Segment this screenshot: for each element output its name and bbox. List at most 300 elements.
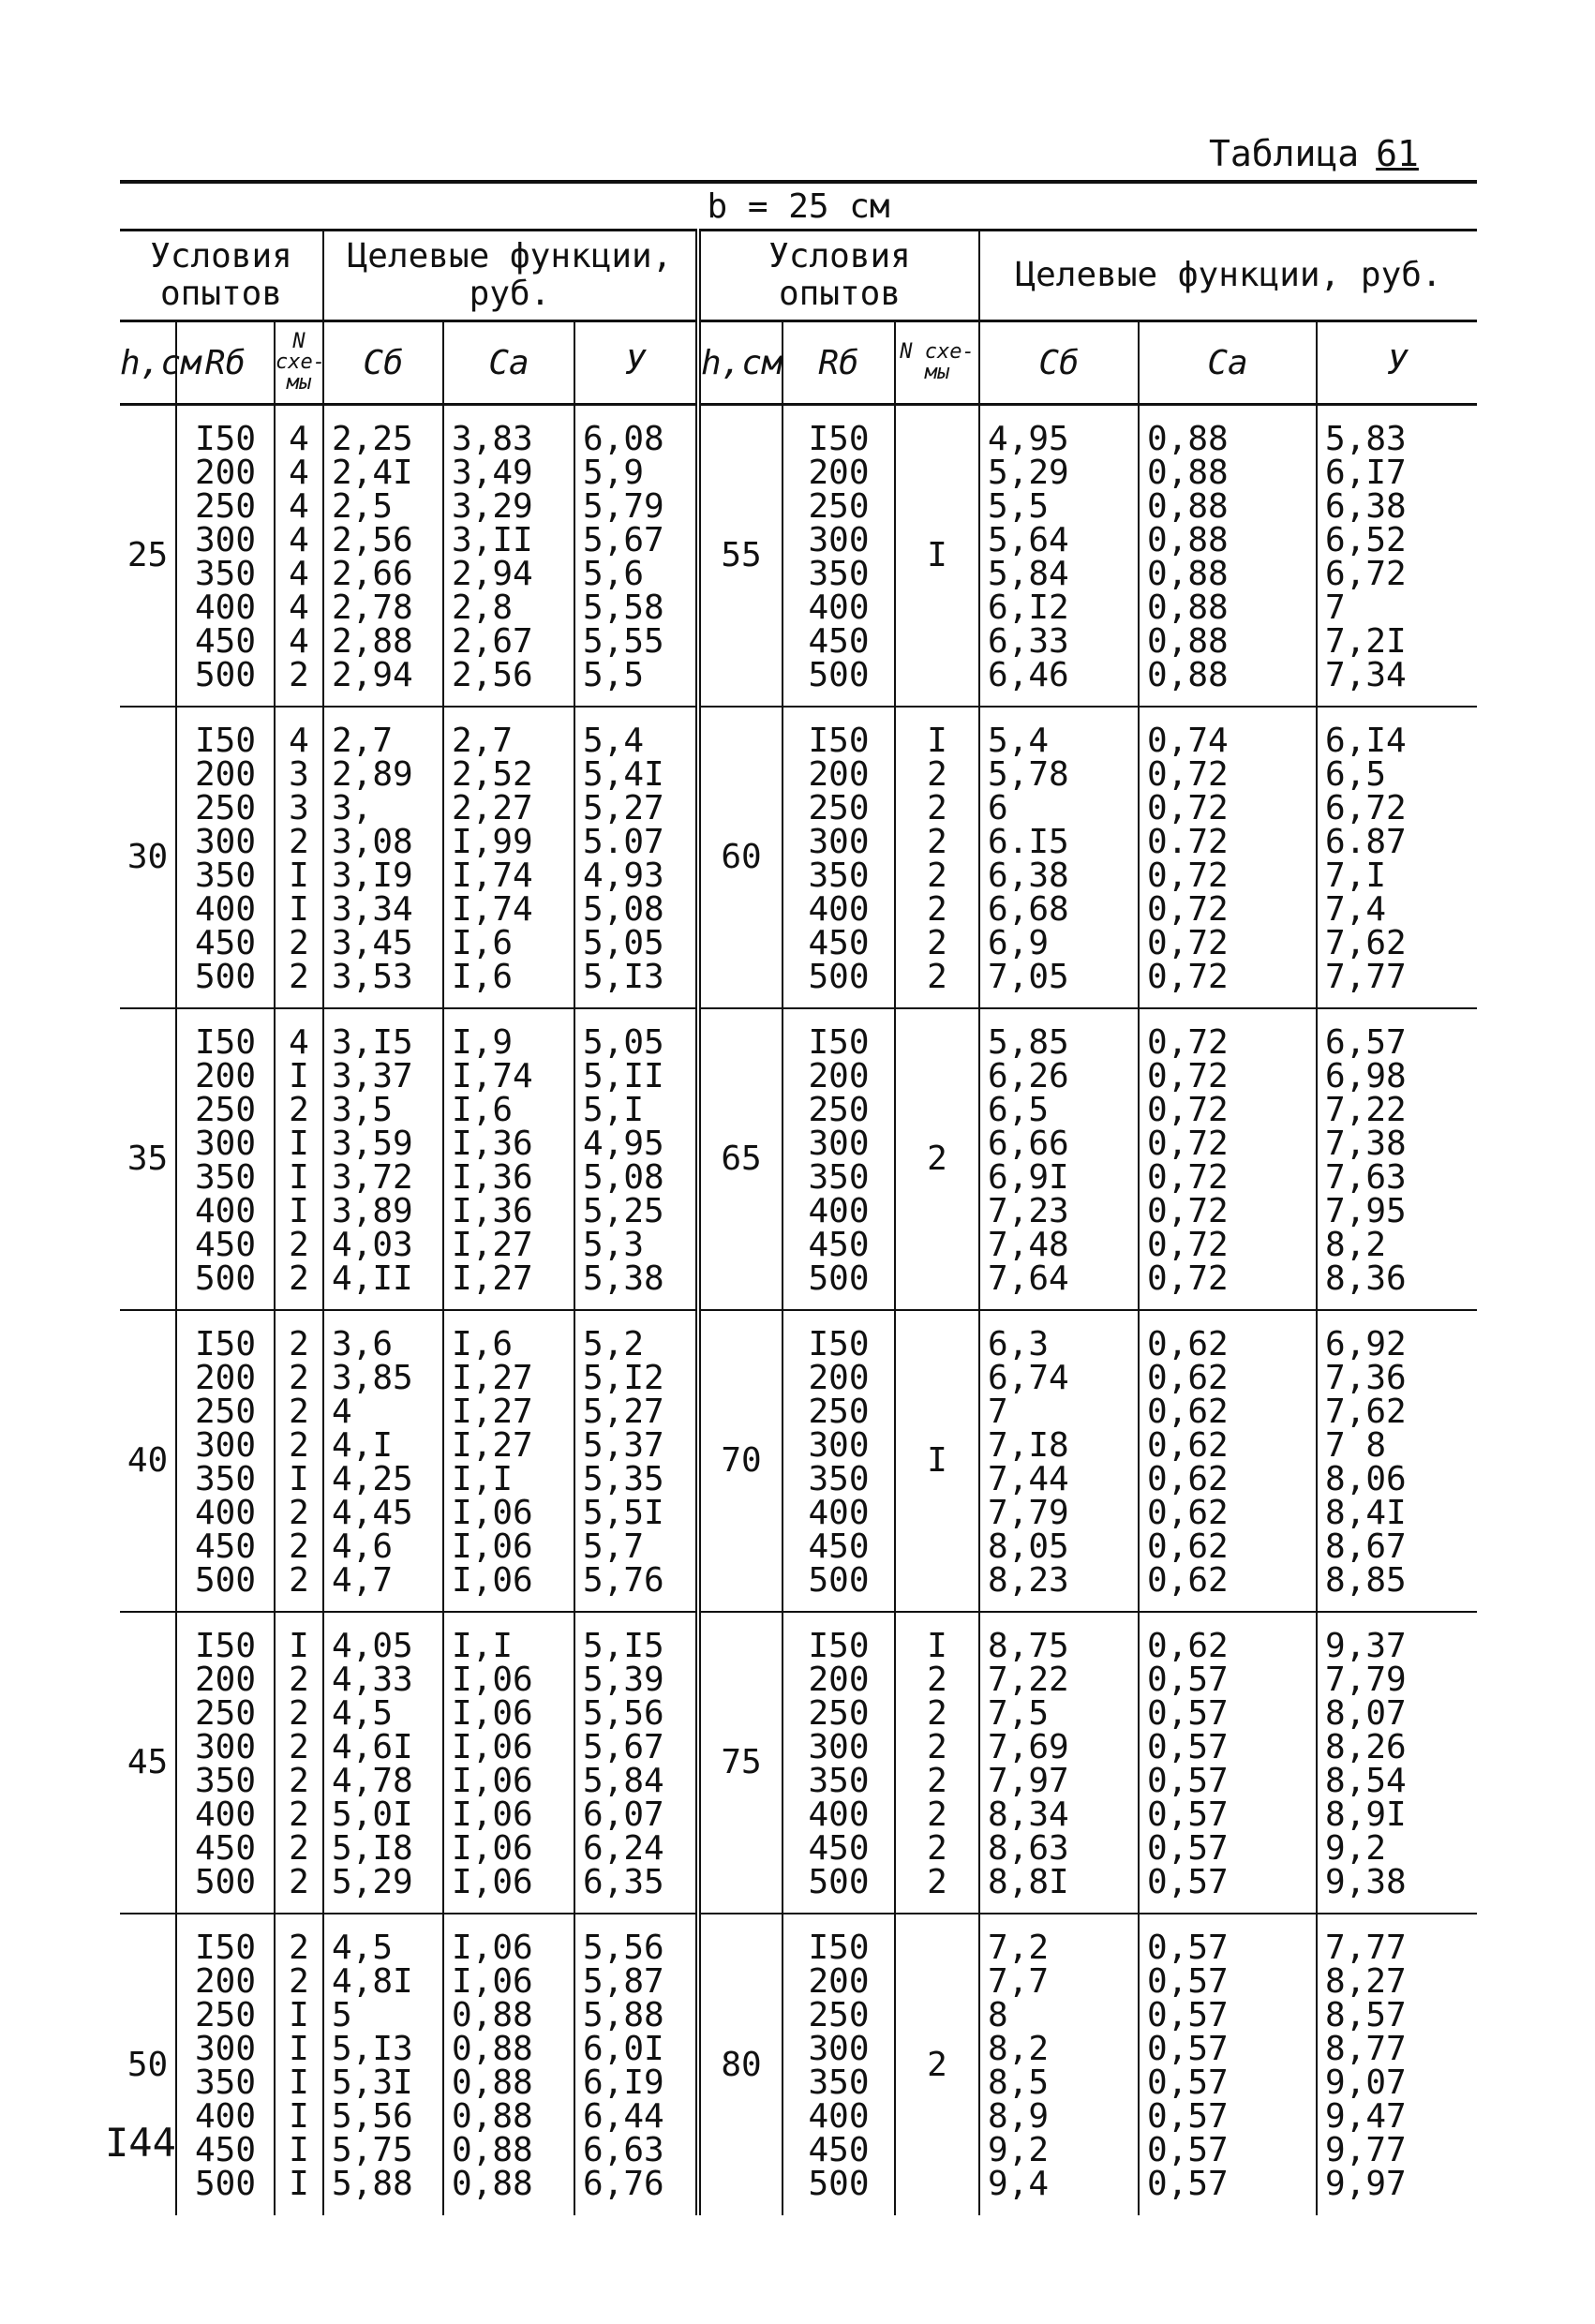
left-cb-value: 3,53 bbox=[332, 957, 413, 996]
left-ca-value: I,36 bbox=[452, 1124, 533, 1163]
header-rb-right: Rб bbox=[783, 321, 895, 405]
left-y-value: 5,I5 bbox=[583, 1626, 664, 1665]
right-rb-value: 450 bbox=[808, 622, 870, 661]
right-ca-value: 0,72 bbox=[1147, 1191, 1229, 1230]
left-scheme-value: I bbox=[289, 2063, 309, 2102]
left-rb-value: 450 bbox=[194, 1527, 257, 1566]
right-y-value: 6,I4 bbox=[1325, 721, 1407, 760]
right-cb-value: 9,4 bbox=[988, 2164, 1050, 2203]
right-y-value: 5,83 bbox=[1325, 420, 1407, 458]
right-rb-value: 250 bbox=[808, 1995, 870, 2034]
right-cb-value: 6,I2 bbox=[988, 588, 1069, 627]
right-y-value: 6,57 bbox=[1325, 1022, 1407, 1062]
right-cb-value: 7,5 bbox=[988, 1693, 1050, 1733]
left-scheme-cell bbox=[275, 707, 323, 1008]
left-rb-value: 300 bbox=[194, 822, 257, 861]
right-y-cell bbox=[1317, 1310, 1477, 1612]
right-rb-value: 250 bbox=[808, 1090, 870, 1129]
right-h-cell: 75 bbox=[698, 1612, 783, 1914]
right-ca-value: 0,72 bbox=[1147, 1022, 1229, 1062]
left-cb-cell bbox=[323, 405, 443, 707]
header-conditions-left: Условия опытов bbox=[120, 231, 323, 321]
left-rb-cell bbox=[176, 1914, 275, 2215]
left-scheme-value: 3 bbox=[289, 788, 309, 827]
left-ca-cell bbox=[443, 1310, 574, 1612]
right-scheme-cell: I bbox=[895, 405, 979, 707]
left-rb-value: 250 bbox=[194, 788, 257, 827]
right-cb-value: 7 bbox=[988, 1392, 1008, 1431]
right-y-cell bbox=[1317, 707, 1477, 1008]
left-y-value: 5,67 bbox=[583, 1727, 664, 1766]
left-rb-value: 400 bbox=[194, 2096, 257, 2136]
left-rb-value: 500 bbox=[194, 2164, 257, 2203]
header-cb-right: Cб bbox=[979, 321, 1139, 405]
right-scheme-cell bbox=[895, 1612, 979, 1914]
left-ca-value: 2,27 bbox=[452, 788, 533, 827]
left-y-value: 5,56 bbox=[583, 1693, 664, 1733]
table-row bbox=[120, 1612, 1477, 1914]
left-ca-value: 0,88 bbox=[452, 2130, 533, 2169]
right-cb-value: 6.I5 bbox=[988, 822, 1069, 861]
left-ca-value: I,27 bbox=[452, 1259, 533, 1298]
left-y-value: 6,35 bbox=[583, 1862, 664, 1901]
right-ca-value: 0.72 bbox=[1147, 822, 1229, 861]
left-ca-value: 3,49 bbox=[452, 454, 533, 492]
right-ca-value: 0,88 bbox=[1147, 454, 1229, 492]
right-cb-value: 6,9I bbox=[988, 1157, 1069, 1197]
right-y-value: 9,2 bbox=[1325, 1828, 1387, 1868]
right-rb-value: 350 bbox=[808, 1459, 870, 1498]
left-cb-value: 3,I5 bbox=[332, 1022, 413, 1062]
left-scheme-value: 2 bbox=[289, 656, 309, 694]
left-cb-value: 2,5 bbox=[332, 487, 394, 526]
left-ca-value: 2,67 bbox=[452, 622, 533, 661]
left-h-cell: 40 bbox=[120, 1310, 176, 1612]
left-rb-value: 200 bbox=[194, 1056, 257, 1095]
right-y-value: 8,36 bbox=[1325, 1259, 1407, 1298]
right-scheme-value: 2 bbox=[927, 822, 947, 861]
left-rb-value: 200 bbox=[194, 1660, 257, 1699]
header-h-right: h,см bbox=[698, 321, 783, 405]
left-rb-value: 200 bbox=[194, 454, 257, 492]
left-cb-value: 2,94 bbox=[332, 656, 413, 694]
left-scheme-value: 2 bbox=[289, 1358, 309, 1397]
right-ca-value: 0,88 bbox=[1147, 487, 1229, 526]
right-rb-value: 250 bbox=[808, 788, 870, 827]
right-y-cell bbox=[1317, 1914, 1477, 2215]
left-rb-value: 200 bbox=[194, 754, 257, 794]
right-rb-value: 250 bbox=[808, 487, 870, 526]
right-y-value: 7,62 bbox=[1325, 923, 1407, 962]
right-cb-value: 6,68 bbox=[988, 889, 1069, 929]
left-scheme-value: 4 bbox=[289, 588, 309, 627]
left-y-value: 4,95 bbox=[583, 1124, 664, 1163]
right-cb-value: 8 bbox=[988, 1995, 1008, 2034]
left-cb-value: 4,II bbox=[332, 1259, 413, 1298]
right-ca-value: 0,72 bbox=[1147, 1090, 1229, 1129]
right-y-value: 8,77 bbox=[1325, 2029, 1407, 2068]
right-rb-value: 350 bbox=[808, 1157, 870, 1197]
header-h-left: h,см bbox=[120, 321, 176, 405]
left-cb-value: 4,45 bbox=[332, 1493, 413, 1532]
right-ca-value: 0,57 bbox=[1147, 2029, 1229, 2068]
right-ca-value: 0,57 bbox=[1147, 2164, 1229, 2203]
left-ca-value: I,6 bbox=[452, 1324, 514, 1363]
left-cb-value: 2,88 bbox=[332, 622, 413, 661]
right-rb-value: 400 bbox=[808, 1493, 870, 1532]
right-cb-value: 6,5 bbox=[988, 1090, 1050, 1129]
left-scheme-value: 2 bbox=[289, 1560, 309, 1600]
left-y-value: 5,87 bbox=[583, 1961, 664, 2001]
right-ca-value: 0,57 bbox=[1147, 1660, 1229, 1699]
right-y-value: 9,37 bbox=[1325, 1626, 1407, 1665]
right-ca-value: 0,72 bbox=[1147, 1259, 1229, 1298]
right-rb-value: 200 bbox=[808, 454, 870, 492]
left-ca-cell bbox=[443, 405, 574, 707]
left-scheme-value: 3 bbox=[289, 754, 309, 794]
left-y-value: 5,4I bbox=[583, 754, 664, 794]
right-h-cell: 80 bbox=[698, 1914, 783, 2215]
right-cb-value: 6,26 bbox=[988, 1056, 1069, 1095]
header-ca-left: Cа bbox=[443, 321, 574, 405]
right-cb-value: 9,2 bbox=[988, 2130, 1050, 2169]
left-ca-value: 0,88 bbox=[452, 2029, 533, 2068]
right-rb-value: 450 bbox=[808, 1225, 870, 1264]
left-y-value: 5,I bbox=[583, 1090, 645, 1129]
left-cb-value: 3,34 bbox=[332, 889, 413, 929]
right-ca-value: 0,62 bbox=[1147, 1425, 1229, 1465]
right-h-cell: 65 bbox=[698, 1008, 783, 1310]
left-y-value: 5,88 bbox=[583, 1995, 664, 2034]
right-cb-value: 8,23 bbox=[988, 1560, 1069, 1600]
left-ca-value: 3,29 bbox=[452, 487, 533, 526]
right-y-value: 6,52 bbox=[1325, 521, 1407, 559]
caption-label: Таблица bbox=[1209, 133, 1360, 174]
right-scheme-cell: 2 bbox=[895, 1008, 979, 1310]
left-cb-value: 5,75 bbox=[332, 2130, 413, 2169]
header-conditions-right: Условия опытов bbox=[698, 231, 979, 321]
right-ca-value: 0,57 bbox=[1147, 1761, 1229, 1800]
left-scheme-value: 4 bbox=[289, 721, 309, 760]
right-scheme-value: 2 bbox=[927, 754, 947, 794]
right-scheme-cell bbox=[895, 707, 979, 1008]
left-cb-value: 4 bbox=[332, 1392, 352, 1431]
left-y-cell bbox=[574, 1914, 698, 2215]
results-table bbox=[120, 180, 1477, 2215]
right-cb-value: 5,85 bbox=[988, 1022, 1069, 1062]
right-y-value: 6,72 bbox=[1325, 788, 1407, 827]
caption-number: 61 bbox=[1376, 133, 1419, 174]
left-y-value: 5,05 bbox=[583, 923, 664, 962]
right-y-value: 6,5 bbox=[1325, 754, 1387, 794]
left-scheme-value: 2 bbox=[289, 1862, 309, 1901]
left-cb-value: 2,7 bbox=[332, 721, 394, 760]
right-scheme-value: 2 bbox=[927, 923, 947, 962]
left-ca-cell bbox=[443, 1914, 574, 2215]
left-ca-value: 0,88 bbox=[452, 2096, 533, 2136]
left-scheme-value: 2 bbox=[289, 1493, 309, 1532]
right-y-value: 7,77 bbox=[1325, 957, 1407, 996]
left-rb-value: 300 bbox=[194, 1425, 257, 1465]
left-rb-value: 300 bbox=[194, 1727, 257, 1766]
left-rb-value: I50 bbox=[194, 1324, 257, 1363]
right-rb-value: 450 bbox=[808, 2130, 870, 2169]
right-y-value: 7,4 bbox=[1325, 889, 1387, 929]
right-ca-value: 0,72 bbox=[1147, 889, 1229, 929]
right-ca-value: 0,57 bbox=[1147, 1928, 1229, 1967]
right-ca-cell bbox=[1139, 405, 1317, 707]
right-y-value: 6.87 bbox=[1325, 822, 1407, 861]
right-ca-value: 0,62 bbox=[1147, 1459, 1229, 1498]
right-ca-value: 0,57 bbox=[1147, 1693, 1229, 1733]
left-scheme-value: I bbox=[289, 2130, 309, 2169]
left-rb-value: I50 bbox=[194, 1626, 257, 1665]
right-y-value: 8,27 bbox=[1325, 1961, 1407, 2001]
right-rb-value: I50 bbox=[808, 1324, 870, 1363]
table-row bbox=[120, 1914, 1477, 2215]
right-scheme-value: 2 bbox=[927, 889, 947, 929]
right-cb-value: 5,84 bbox=[988, 555, 1069, 593]
right-ca-value: 0,62 bbox=[1147, 1493, 1229, 1532]
right-y-value: 7,2I bbox=[1325, 622, 1407, 661]
left-h-cell: 50 bbox=[127, 2045, 169, 2084]
left-scheme-cell bbox=[275, 1612, 323, 1914]
left-y-value: 5,37 bbox=[583, 1425, 664, 1465]
left-cb-value: 4,7 bbox=[332, 1560, 394, 1600]
left-scheme-value: I bbox=[289, 2096, 309, 2136]
left-scheme-value: 2 bbox=[289, 923, 309, 962]
right-ca-value: 0,62 bbox=[1147, 1358, 1229, 1397]
left-rb-cell bbox=[176, 707, 275, 1008]
right-cb-value: 8,05 bbox=[988, 1527, 1069, 1566]
left-ca-value: I,36 bbox=[452, 1157, 533, 1197]
left-rb-value: 500 bbox=[194, 1862, 257, 1901]
right-y-value: 7,38 bbox=[1325, 1124, 1407, 1163]
left-cb-value: 2,4I bbox=[332, 454, 413, 492]
left-cb-value: 2,25 bbox=[332, 420, 413, 458]
left-ca-value: I,06 bbox=[452, 1527, 533, 1566]
left-cb-value: 5,3I bbox=[332, 2063, 413, 2102]
left-cb-value: 4,5 bbox=[332, 1693, 394, 1733]
left-ca-value: 3,II bbox=[452, 521, 533, 559]
left-scheme-value: 2 bbox=[289, 1259, 309, 1298]
right-cb-value: 6 bbox=[988, 788, 1008, 827]
right-rb-value: 500 bbox=[808, 1259, 870, 1298]
left-rb-value: 250 bbox=[194, 1995, 257, 2034]
left-ca-value: I,99 bbox=[452, 822, 533, 861]
left-rb-value: 350 bbox=[194, 1459, 257, 1498]
left-cb-cell bbox=[323, 1612, 443, 1914]
left-cb-value: 3,85 bbox=[332, 1358, 413, 1397]
right-cb-value: 7,22 bbox=[988, 1660, 1069, 1699]
right-rb-value: 200 bbox=[808, 1961, 870, 2001]
right-cb-value: 7,69 bbox=[988, 1727, 1069, 1766]
right-cb-value: 6,9 bbox=[988, 923, 1050, 962]
right-ca-value: 0,72 bbox=[1147, 1056, 1229, 1095]
right-y-value: 7,79 bbox=[1325, 1660, 1407, 1699]
right-cb-value: 8,2 bbox=[988, 2029, 1050, 2068]
left-ca-value: 0,88 bbox=[452, 2164, 533, 2203]
left-y-value: 5,II bbox=[583, 1056, 664, 1095]
left-cb-value: 5,I8 bbox=[332, 1828, 413, 1868]
left-cb-value: 3, bbox=[332, 788, 373, 827]
right-y-value: 9,38 bbox=[1325, 1862, 1407, 1901]
right-ca-value: 0,62 bbox=[1147, 1392, 1229, 1431]
right-cb-value: 7,79 bbox=[988, 1493, 1069, 1532]
right-scheme-value: I bbox=[927, 1626, 947, 1665]
right-rb-value: 300 bbox=[808, 2029, 870, 2068]
right-y-value: 9,07 bbox=[1325, 2063, 1407, 2102]
left-y-value: 5,56 bbox=[583, 1928, 664, 1967]
right-cb-value: 5,78 bbox=[988, 754, 1069, 794]
left-rb-value: 400 bbox=[194, 889, 257, 929]
right-scheme-value: 2 bbox=[927, 957, 947, 996]
right-ca-value: 0,57 bbox=[1147, 1862, 1229, 1901]
left-rb-value: 250 bbox=[194, 487, 257, 526]
right-cb-value: 6,66 bbox=[988, 1124, 1069, 1163]
right-cb-value: 6,74 bbox=[988, 1358, 1069, 1397]
left-y-value: 5,39 bbox=[583, 1660, 664, 1699]
left-cb-value: 4,5 bbox=[332, 1928, 394, 1967]
left-y-value: 5,5 bbox=[583, 656, 645, 694]
left-rb-value: 400 bbox=[194, 588, 257, 627]
right-cb-value: 8,63 bbox=[988, 1828, 1069, 1868]
left-h-cell: 35 bbox=[120, 1008, 176, 1310]
right-cb-value: 5,5 bbox=[988, 487, 1050, 526]
right-cb-value: 8,5 bbox=[988, 2063, 1050, 2102]
left-y-value: 5,76 bbox=[583, 1560, 664, 1600]
left-cb-value: 2,89 bbox=[332, 754, 413, 794]
left-y-value: 6,08 bbox=[583, 420, 664, 458]
left-ca-value: I,06 bbox=[452, 1928, 533, 1967]
left-scheme-value: 4 bbox=[289, 420, 309, 458]
right-rb-value: 250 bbox=[808, 1693, 870, 1733]
right-cb-cell bbox=[979, 1612, 1139, 1914]
left-rb-value: 350 bbox=[194, 555, 257, 593]
left-cb-value: 2,56 bbox=[332, 521, 413, 559]
left-cb-value: 3,6 bbox=[332, 1324, 394, 1363]
left-scheme-value: 4 bbox=[289, 487, 309, 526]
left-cb-value: 5,88 bbox=[332, 2164, 413, 2203]
right-rb-value: 400 bbox=[808, 588, 870, 627]
right-rb-value: 450 bbox=[808, 1527, 870, 1566]
right-ca-value: 0,88 bbox=[1147, 588, 1229, 627]
right-rb-value: I50 bbox=[808, 1022, 870, 1062]
right-y-value: 7,77 bbox=[1325, 1928, 1407, 1967]
left-y-value: 5,6 bbox=[583, 555, 645, 593]
left-scheme-value: 2 bbox=[289, 1090, 309, 1129]
left-ca-value: 2,52 bbox=[452, 754, 533, 794]
right-y-value: 8,06 bbox=[1325, 1459, 1407, 1498]
right-scheme-value: I bbox=[927, 721, 947, 760]
right-cb-value: 8,8I bbox=[988, 1862, 1069, 1901]
right-y-value: 8,4I bbox=[1325, 1493, 1407, 1532]
right-y-value: 9,47 bbox=[1325, 2096, 1407, 2136]
right-ca-value: 0,57 bbox=[1147, 1961, 1229, 2001]
page-number: I44 bbox=[105, 2120, 176, 2166]
right-ca-cell bbox=[1139, 1008, 1317, 1310]
left-rb-value: 450 bbox=[194, 923, 257, 962]
right-scheme-value: 2 bbox=[927, 1660, 947, 1699]
right-ca-value: 0,88 bbox=[1147, 420, 1229, 458]
left-ca-value: I,06 bbox=[452, 1660, 533, 1699]
right-y-value: 7 bbox=[1325, 588, 1346, 627]
right-y-value: 7,I bbox=[1325, 856, 1387, 895]
left-ca-value: I,27 bbox=[452, 1425, 533, 1465]
left-rb-cell bbox=[176, 405, 275, 707]
right-ca-value: 0,72 bbox=[1147, 1225, 1229, 1264]
left-scheme-value: I bbox=[289, 1626, 309, 1665]
right-rb-cell bbox=[783, 1914, 895, 2215]
left-rb-value: I50 bbox=[194, 1022, 257, 1062]
left-rb-value: 400 bbox=[194, 1493, 257, 1532]
left-cb-value: 5,29 bbox=[332, 1862, 413, 1901]
right-cb-cell bbox=[979, 1310, 1139, 1612]
table-caption bbox=[1209, 133, 1419, 174]
header-scheme-right: N схе-мы bbox=[895, 321, 979, 405]
left-y-cell bbox=[574, 707, 698, 1008]
left-y-value: 5,08 bbox=[583, 889, 664, 929]
left-y-value: 5,58 bbox=[583, 588, 664, 627]
left-scheme-value: I bbox=[289, 856, 309, 895]
left-scheme-value: 2 bbox=[289, 957, 309, 996]
right-cb-cell bbox=[979, 1914, 1139, 2215]
left-cb-value: 3,5 bbox=[332, 1090, 394, 1129]
right-y-value: 7,95 bbox=[1325, 1191, 1407, 1230]
left-ca-value: 0,88 bbox=[452, 2063, 533, 2102]
left-ca-value: I,I bbox=[452, 1626, 514, 1665]
left-scheme-value: 2 bbox=[289, 1392, 309, 1431]
header-ca-right: Cа bbox=[1139, 321, 1317, 405]
right-rb-value: 300 bbox=[808, 822, 870, 861]
left-ca-value: I,06 bbox=[452, 1727, 533, 1766]
right-cb-value: 7,2 bbox=[988, 1928, 1050, 1967]
right-cb-value: 7,97 bbox=[988, 1761, 1069, 1800]
left-scheme-value: 4 bbox=[289, 521, 309, 559]
left-scheme-value: 2 bbox=[289, 1693, 309, 1733]
left-cb-value: 3,72 bbox=[332, 1157, 413, 1197]
right-rb-value: 500 bbox=[808, 957, 870, 996]
right-y-value: 6,38 bbox=[1325, 487, 1407, 526]
left-rb-value: I50 bbox=[194, 1928, 257, 1967]
left-ca-value: I,74 bbox=[452, 1056, 533, 1095]
right-cb-value: 7,44 bbox=[988, 1459, 1069, 1498]
right-rb-value: 200 bbox=[808, 1358, 870, 1397]
left-rb-value: 450 bbox=[194, 622, 257, 661]
left-ca-value: 0,88 bbox=[452, 1995, 533, 2034]
right-scheme-value: 2 bbox=[927, 1862, 947, 1901]
right-rb-value: 350 bbox=[808, 856, 870, 895]
header-scheme-left: N схе-мы bbox=[275, 321, 323, 405]
left-ca-value: I,06 bbox=[452, 1493, 533, 1532]
right-ca-cell bbox=[1139, 1914, 1317, 2215]
right-cb-cell bbox=[979, 405, 1139, 707]
left-y-value: 6,24 bbox=[583, 1828, 664, 1868]
right-ca-value: 0,72 bbox=[1147, 1124, 1229, 1163]
left-rb-value: 500 bbox=[194, 957, 257, 996]
right-y-value: 7 8 bbox=[1325, 1425, 1387, 1465]
left-rb-value: I50 bbox=[194, 420, 257, 458]
left-h-cell: 45 bbox=[120, 1612, 176, 1914]
right-y-value: 8,07 bbox=[1325, 1693, 1407, 1733]
left-cb-cell bbox=[323, 707, 443, 1008]
left-y-value: 5,I3 bbox=[583, 957, 664, 996]
left-rb-value: 250 bbox=[194, 1392, 257, 1431]
left-cb-cell bbox=[323, 1310, 443, 1612]
right-rb-value: 500 bbox=[808, 1560, 870, 1600]
right-rb-value: 500 bbox=[808, 2164, 870, 2203]
right-rb-cell bbox=[783, 1310, 895, 1612]
